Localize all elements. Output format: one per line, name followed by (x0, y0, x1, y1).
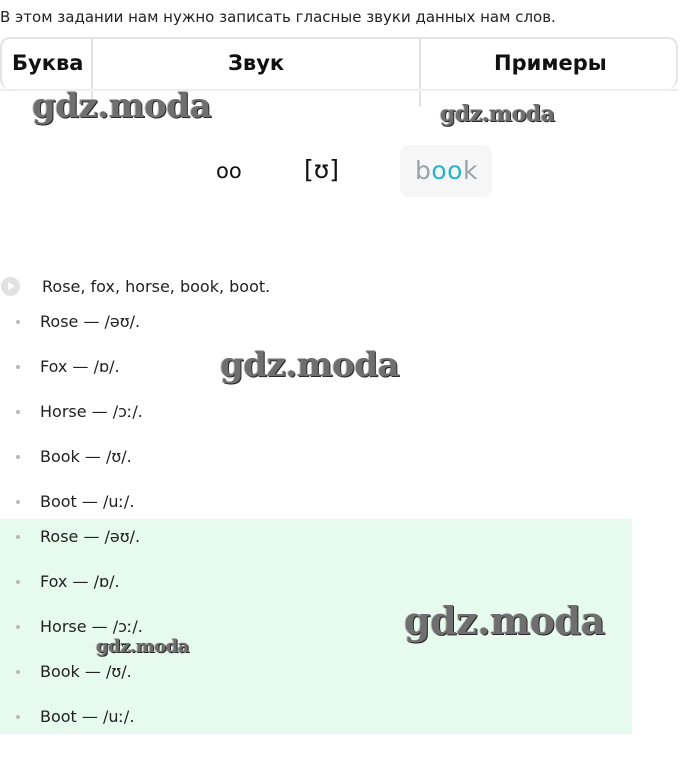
header-letter: Буква (12, 51, 84, 75)
bullet-icon (16, 580, 20, 584)
watermark: gdz.moda (32, 86, 212, 126)
header-sound: Звук (228, 51, 285, 75)
list-item: Fox — /ɒ/. (0, 355, 600, 379)
example-part: k (462, 156, 478, 185)
list-item: Rose — /əʊ/. (0, 525, 600, 549)
task-intro: В этом задании нам нужно записать гласные звуки данных нам слов. (0, 8, 556, 26)
list-item: Rose — /əʊ/. (0, 310, 600, 334)
watermark: gdz.moda (440, 101, 555, 127)
list-item: Horse — /ɔː/. (0, 615, 600, 639)
play-icon[interactable] (1, 277, 20, 296)
bullet-icon (16, 625, 20, 629)
watermark: gdz.moda (404, 598, 605, 643)
column-divider (419, 37, 421, 107)
table-cell-example (415, 156, 478, 185)
table-cell-letter: oo (216, 159, 242, 183)
watermark: gdz.moda (220, 345, 400, 385)
bullet-icon (16, 365, 20, 369)
example-part: b (415, 156, 432, 185)
table-cell-sound: [ʊ] (304, 155, 339, 184)
list-item: Book — /ʊ/. (0, 445, 600, 469)
list-item: Fox — /ɒ/. (0, 570, 600, 594)
bullet-icon (16, 500, 20, 504)
bullet-icon (16, 535, 20, 539)
list-item: Boot — /uː/. (0, 490, 600, 514)
watermark: gdz.moda (96, 636, 189, 657)
list-item: Horse — /ɔː/. (0, 400, 600, 424)
words-line: Rose, fox, horse, book, boot. (42, 277, 271, 296)
bullet-icon (16, 670, 20, 674)
list-item: Book — /ʊ/. (0, 660, 600, 684)
header-examples: Примеры (494, 51, 607, 75)
list-item: Boot — /uː/. (0, 705, 600, 729)
example-highlight: oo (431, 156, 463, 185)
bullet-icon (16, 320, 20, 324)
bullet-icon (16, 455, 20, 459)
bullet-icon (16, 410, 20, 414)
bullet-icon (16, 715, 20, 719)
